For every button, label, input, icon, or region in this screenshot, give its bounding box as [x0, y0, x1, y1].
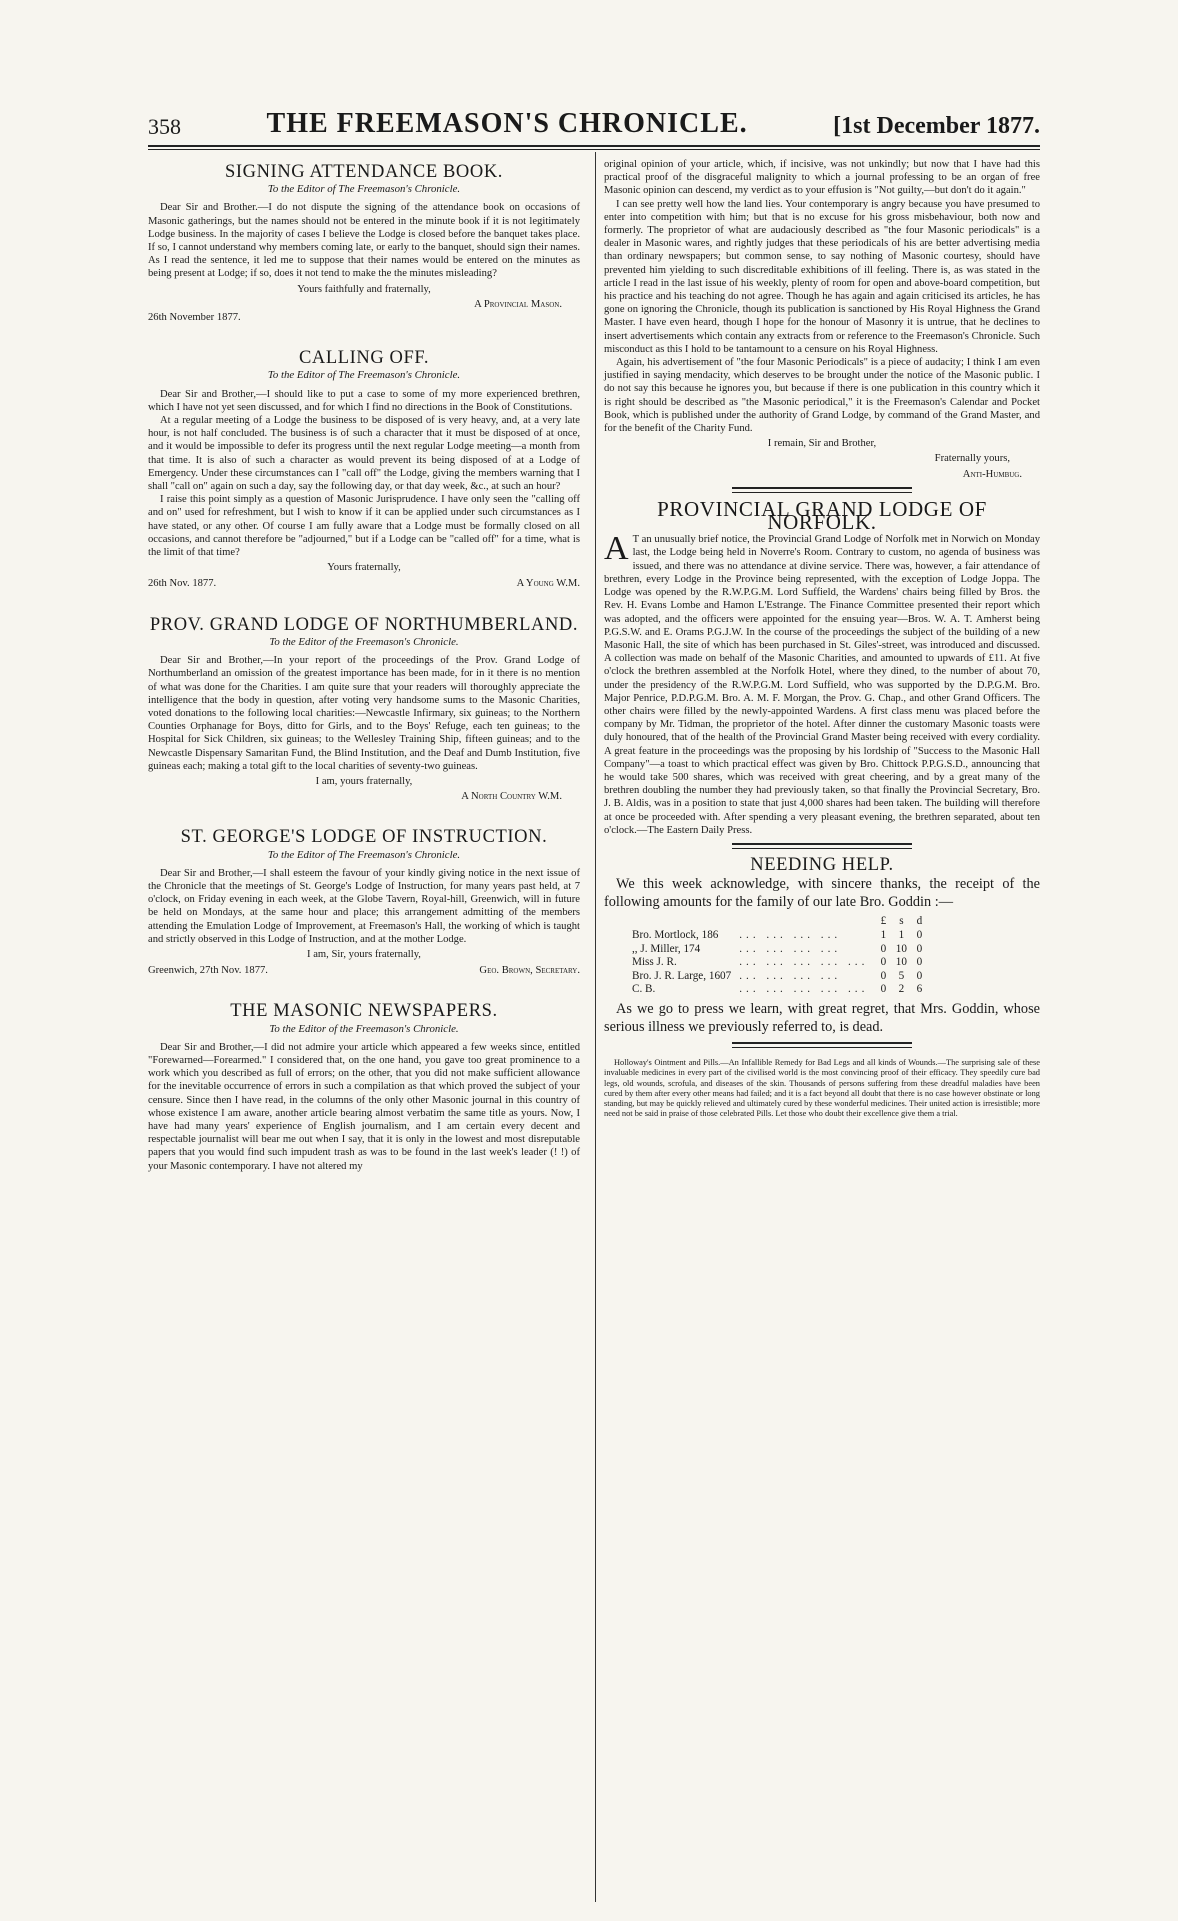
intro-text: We this week acknowledge, with sincere thanks, the receipt of the following amounts for the family of our late Bro. Goddin :—	[604, 876, 1040, 910]
shillings: 1	[898, 928, 905, 941]
advert-text: Holloway's Ointment and Pills.—An Infallible Remedy for Bad Legs and all kinds of Wounds.—The surprising sale of these invaluable medicines in every part of the civilised world is the most convincing proof of their efficacy. They speedily cure bad legs, old wounds, scrofula, and diseases of the skin. Thousands of persons suffering from these dreadful maladies have been cured by them after every other means had failed; and it is a fact beyond all doubt that there is no case however obstinate or long standing, but may be quickly relieved and ultimately cured by these wonderful medicines. Their united action is irresistible; more need not be said in praise of those celebrated Pills. Let those who doubt their excellence give them a trial.	[604, 1058, 1040, 1119]
header-rule-thin	[148, 149, 1040, 150]
pounds: 0	[880, 983, 887, 996]
table-row	[630, 929, 928, 943]
leader-dots: ... ... ... ... ...	[739, 983, 869, 996]
section-rule	[732, 1042, 912, 1048]
pence: 0	[916, 956, 923, 969]
masthead-title: THE FREEMASON'S CHRONICLE.	[266, 108, 748, 139]
article-paragraph: I raise this point simply as a question of Masonic Jurisprudence. I have only seen the "calling off and on" used for refreshment, but I wish to know if it can be applied under such circumstances as I have stated, or any other. Of course I am fully aware that a Lodge must be formally closed on all occasions, and cannot therefore be "adjourned," but if a Lodge can be "called off" for a time, what is the limit of that time?	[148, 494, 580, 559]
article-paragraph: At a regular meeting of a Lodge the business to be disposed of is very heavy, and, at a very late hour, is not half concluded. The business is of such a character that it must be disposed of at once, and it would be impossible to defer its progress until the next regular Lodge meeting—a month from that time. It is also of such a character as would prevent its being disposed of at a Lodge of Emergency. Under these circumstances can I "call off" the Lodge, giving the members warning that I shall "call on" again on such a day, say the following day, or that day week, &c., at such an hour?	[148, 415, 580, 493]
page-header	[148, 94, 1040, 140]
leader-dots: ... ... ... ... ...	[739, 956, 869, 969]
letter-closing-2: Fraternally yours,	[934, 453, 1010, 465]
outro-text: As we go to press we learn, with great regret, that Mrs. Goddin, whose serious illness we previously referred to, is dead.	[604, 1000, 1040, 1035]
letter-closing: Yours fraternally,	[327, 562, 401, 574]
letter-signature: A Provincial Mason.	[474, 298, 562, 310]
letter-date: Greenwich, 27th Nov. 1877.	[148, 965, 268, 977]
letter-signature: A Young W.M.	[516, 578, 580, 590]
article-body-text: T an unusually brief notice, the Provincial Grand Lodge of Norfolk met in Norwich on Monday last, the Lodge being held in Noverre's Room. Contrary to custom, no agenda of business was issued, and there was no attendance at divine service. There was, however, a fair attendance of brethren, every Lodge in the Province being represented, with the exception of Lodge Joppa. The Lodge was opened by the R.W.P.G.M. Lord Suffield, the Wardens' chairs being filled by Bros. the Rev. H. Evans Lombe and Hamon L'Estrange. The Finance Committee presented their report which was adopted, and the officers were appointed for the ensuing year—Bros. W. A. T. Amherst being P.G.S.W. and E. Orams P.G.J.W. In the course of the proceedings the subject of the building of a new Masonic Hall, the site of which has been purchased in St. Giles'-street, was introduced and discussed. A collection was made on behalf of the Masonic Charities, and amounted to upwards of £11. At five o'clock the brethren assembled at the Norfolk Hotel, where they dined, to the number of about 70, under the presidency of the R.W.P.G.M. Lord Suffield, who was supported by the D.P.G.M. Bro. Major Penrice, P.D.P.G.M. Bro. A. M. F. Morgan, the Prov. G. Chap., and other Grand Officers. The other chairs were filled by the newly-appointed Wardens. A first class menu was placed before the company by Mr. Tidman, the proprietor of the hotel. After dinner the customary Masonic toasts were duly honoured, that of the health of the Provincial Grand Master being received with every cordiality. A great feature in the proceedings was the proposing by his lordship of "Success to the Masonic Hall Company"—a toast to which practical effect was given by Bro. Chittock P.P.G.S.D., announcing that he would take 500 shares, which was received with great cheering, and by a great many of the brethren doubling the number they had previously taken, so that finally the Provincial Secretary, Bro. J. B. Aldis, was in a position to state that just 4,000 shares had been taken. The building will therefore at once be proceeded with. After spending a very pleasant evening, the brethren separated, about ten o'clock.—The Eastern Daily Press.	[604, 534, 1040, 836]
column-header: £	[880, 915, 887, 928]
article-body	[604, 530, 1040, 837]
article-calling-off	[148, 348, 580, 590]
article-body: Dear Sir and Brother.—I do not dispute the signing of the attendance book on occasions of Masonic gatherings, but the names should not be entered in the minute book if it is not legitimately Lodge business. In the majority of cases I believe the Lodge is closed before the banquet takes place. If so, I cannot understand why members coming late, or early to the banquet, should sign their names. As I read the sentence, it led me to suppose that their names would be entered on the minutes as being present at Lodge; if so, does it not tend to make the the minutes misleading?	[148, 202, 580, 280]
header-rule	[148, 145, 1040, 147]
shillings: 10	[895, 956, 907, 969]
article-paragraph: original opinion of your article, which, if incisive, was not unkindly; but now that I have had this practical proof of the disgraceful malignity to which a journal professing to be an organ of free Masonic opinion can descend, my verdict as to your effusion is "Not guilty,—but don't do it again."	[604, 159, 1040, 197]
letter-date: 26th Nov. 1877.	[148, 578, 217, 590]
letter-closing: I remain, Sir and Brother,	[767, 438, 877, 450]
article-heading: NEEDING HELP.	[750, 854, 894, 875]
article-paragraph: I can see pretty well how the land lies. Your contemporary is angry because you have presumed to enter into competition with him; but that is no excuse for his gross misbehaviour, both now and formerly. The proprietor of what are audaciously described as "the four Masonic periodicals" is a dealer in Masonic wares, and rightly judges that these periodicals of his are better advertising media than ordinary newspapers; but common sense, to say nothing of Masonic courtesy, should have prevented him yielding to such discreditable exhibitions of ill feeling. There is, as was stated in the article I read in the last issue of his weekly, plenty of room for open and above-board competition, but his practice and his teaching do not agree. Though he has again and again criticised its articles, he has gone on ignoring the Chronicle, though its publication is sanctioned by His Royal Highness the Grand Master. I have even heard, though I hope for the honour of Masonry it is untrue, that he declines to insert advertisements which contain any extracts from or reference to the Freemason's Chronicle. Such misconduct as this I hold to be tantamount to a censure on his Royal Highness.	[604, 198, 1040, 355]
letter-closing: I am, yours fraternally,	[315, 775, 413, 787]
table-row	[630, 983, 928, 997]
article-masonic-newspapers	[148, 1001, 580, 1172]
table-header-row	[630, 915, 928, 929]
donor-name: ,, J. Miller, 174	[632, 942, 701, 955]
to-editor-line: To the Editor of The Freemason's Chronicle.	[267, 848, 461, 861]
donor-name: C. B.	[632, 983, 656, 996]
article-northumberland	[148, 614, 580, 804]
article-paragraph: Dear Sir and Brother,—I should like to put a case to some of my more experienced brethren, which I have not yet seen discussed, and for which I find no directions in the Book of Constitutions.	[148, 388, 580, 413]
letter-signature: A North Country W.M.	[461, 791, 562, 803]
leader-dots: ... ... ... ...	[739, 942, 842, 955]
article-heading: CALLING OFF.	[298, 348, 430, 369]
article-needing-help	[604, 854, 1040, 1036]
donor-name: Miss J. R.	[632, 956, 677, 969]
donations-table	[630, 915, 928, 997]
pounds: 0	[880, 956, 887, 969]
table-row	[630, 943, 928, 957]
pence: 0	[916, 928, 923, 941]
leader-dots: ... ... ... ...	[739, 969, 842, 982]
article-signing-attendance-book	[148, 162, 580, 324]
article-heading: PROVINCIAL GRAND LODGE OF NORFOLK.	[657, 496, 987, 535]
advertisement-holloway	[604, 1058, 1040, 1119]
table-row	[630, 970, 928, 984]
article-heading: ST. GEORGE'S LODGE OF INSTRUCTION.	[180, 827, 548, 848]
column-header: d	[916, 915, 923, 928]
pounds: 1	[880, 928, 887, 941]
article-heading: PROV. GRAND LODGE OF NORTHUMBERLAND.	[149, 614, 579, 635]
to-editor-line: To the Editor of the Freemason's Chronicle.	[269, 1022, 459, 1035]
letter-closing: I am, Sir, yours fraternally,	[307, 948, 421, 960]
pounds: 0	[880, 969, 887, 982]
issue-date: [1st December 1877.	[833, 113, 1040, 139]
column-divider	[595, 152, 596, 1902]
article-st-georges-lodge	[148, 827, 580, 977]
shillings: 5	[898, 969, 905, 982]
letter-signature: Geo. Brown, Secretary.	[479, 965, 580, 977]
pence: 6	[916, 983, 923, 996]
shillings: 10	[895, 942, 907, 955]
letter-date: 26th November 1877.	[148, 312, 241, 324]
article-body: Dear Sir and Brother,—I did not admire your article which appeared a few weeks since, entitled "Forewarned—Forearmed." I considered that, on the one hand, you gave too great prominence to a work which you described as full of errors; on the other, that you did not make sufficient allowance for the inevitable occurrence of errors in such a compilation as that which proved the subject of your censure. Since then I have read, in the columns of the only other Masonic journal in this country of whose existence I am aware, another article bearing almost verbatim the same title as yours. Now, I have had many years' experience of English journalism, and I am certain every decent and respectable journalist will bear me out when I say, that it is only in the lowest and most disreputable papers that you would find such impudent trash as was to be found in the last week's leader (! !) of your Masonic contemporary. I have not altered my	[148, 1041, 580, 1172]
donor-name: Bro. Mortlock, 186	[632, 928, 719, 941]
article-norfolk	[604, 496, 1040, 837]
leader-dots: ... ... ... ...	[739, 928, 842, 941]
table-row	[630, 956, 928, 970]
article-masonic-newspapers-continued	[604, 158, 1040, 481]
page-number: 358	[148, 114, 181, 139]
column-header: s	[899, 915, 904, 928]
section-rule	[732, 843, 912, 849]
dateline	[148, 577, 580, 590]
article-heading: THE MASONIC NEWSPAPERS.	[230, 1001, 498, 1022]
shillings: 2	[898, 983, 905, 996]
left-column	[148, 158, 580, 1173]
article-heading: SIGNING ATTENDANCE BOOK.	[224, 162, 504, 182]
article-body: Dear Sir and Brother,—I shall esteem the favour of your kindly giving notice in the next issue of the Chronicle that the meetings of St. George's Lodge of Instruction, for many years past held, at 7 o'clock, on Friday evening in each week, at the Globe Tavern, Royal-hill, Greenwich, will in future be held on Mondays, at the same hour and place; this arrangement admitting of the members attending the Emulation Lodge of Improvement, at Freemason's Hall, the working of which is taught and strictly observed in this Lodge of Instruction, and at the mother Lodge.	[148, 867, 580, 945]
article-body: Dear Sir and Brother,—In your report of the proceedings of the Prov. Grand Lodge of Northumberland an omission of the greatest importance has been made, for in it there is no mention of what was done for the Charities. I am quite sure that your readers will thoroughly appreciate the intelligence that the body in question, after voting very handsome sums to the Masonic Charities, voted donations to the following local charities:—Newcastle Infirmary, six guineas; to the Northern Counties Orphanage for Boys, ditto for Girls, and to the Boys' Refuge, each ten guineas; to the Hospital for Sick Children, six guineas; to the Wellesley Training Ship, fifteen guineas; and to the Newcastle Dispensary Samaritan Fund, the Blind Institution, and the Deaf and Dumb Institution, five guineas each; making a total gift to the local charities of seventy-two guineas.	[148, 655, 580, 772]
right-column	[604, 158, 1040, 1119]
article-paragraph: Again, his advertisement of "the four Masonic Periodicals" is a piece of audacity; I think I am even justified in saying mendacity, which deserves to be brought under the notice of the Masonic public. I do not say this because he ignores you, but because if there is one publication in this country which it is right should be described as "the Masonic periodical," it is the Freemason's Calendar and Pocket Book, which is published under the authority of Grand Lodge, by command of the Grand Master, and for the benefit of the Charity Fund.	[604, 357, 1040, 435]
to-editor-line: To the Editor of the Freemason's Chronicle.	[269, 635, 459, 648]
section-rule	[732, 487, 912, 493]
to-editor-line: To the Editor of The Freemason's Chronicle.	[267, 369, 461, 382]
pence: 0	[916, 969, 923, 982]
pounds: 0	[880, 942, 887, 955]
drop-cap: A	[604, 530, 629, 568]
letter-signature: Anti-Humbug.	[962, 468, 1022, 480]
letter-closing: Yours faithfully and fraternally,	[297, 283, 431, 295]
to-editor-line: To the Editor of The Freemason's Chronicle.	[267, 183, 461, 196]
donor-name: Bro. J. R. Large, 1607	[632, 969, 732, 982]
pence: 0	[916, 942, 923, 955]
dateline	[148, 964, 580, 977]
